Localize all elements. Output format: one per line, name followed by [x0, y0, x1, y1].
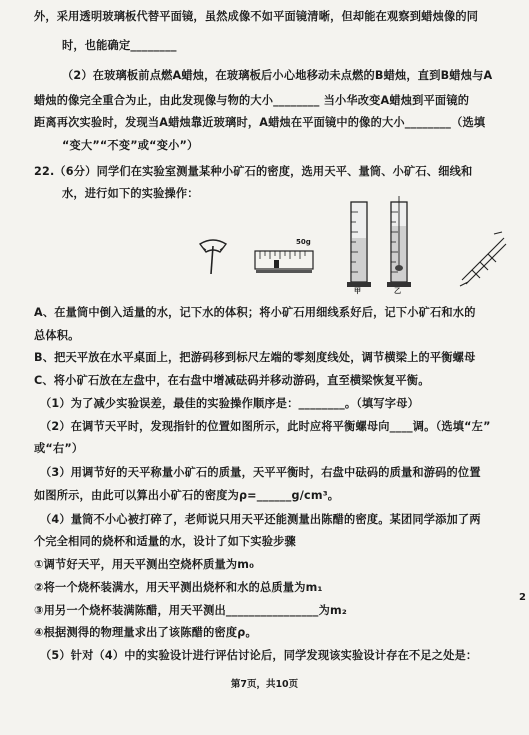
scale-weight: 50g: [296, 238, 311, 246]
step-1: ①调节好天平，用天平测出空烧杯质量为m₀: [34, 558, 255, 571]
balance-beam-sketch: [458, 230, 508, 290]
graduated-cylinder-1: [346, 200, 372, 290]
text-line: 个完全相同的烧杯和适量的水，设计了如下实验步骤: [34, 535, 296, 548]
experiment-figures: [196, 190, 506, 300]
step-c: C、将小矿石放在左盘中，在右盘中增减砝码并移动游码，直至横梁恢复平衡。: [34, 374, 430, 387]
cylinder-2-label: 乙: [394, 287, 401, 295]
page-number: 第7页，共10页: [230, 679, 299, 690]
text-line: 距离再次实验时，发现当A蜡烛靠近玻璃时，A蜡烛在平面镜中的像的大小________（选填: [34, 116, 486, 129]
graduated-cylinder-2: [386, 196, 412, 290]
balance-pointer-figure: [198, 238, 228, 278]
step-4: ④根据测得的物理量求出了该陈醋的密度ρ。: [34, 626, 257, 639]
text-line: 总体积。: [34, 329, 80, 342]
sub-question-5: （5）针对（4）中的实验设计进行评估讨论后，同学发现该实验设计存在不足之处是：: [40, 649, 478, 662]
text-line: 如图所示，由此可以算出小矿石的密度为ρ=______g/cm³。: [34, 489, 340, 502]
step-a: A、在量筒中倒入适量的水，记下水的体积；将小矿石用细线系好后，记下小矿石和水的: [34, 306, 476, 319]
step-2: ②将一个烧杯装满水，用天平测出烧杯和水的总质量为m₁: [34, 581, 323, 594]
text-line: 外，采用透明玻璃板代替平面镜，虽然成像不如平面镜清晰，但却能在观察到蜡烛像的同: [34, 10, 479, 23]
sub-question-1: （1）为了减少实验误差，最佳的实验操作顺序是：________。（填写字母）: [40, 397, 419, 410]
step-b: B、把天平放在水平桌面上，把游码移到标尺左端的零刻度线处，调节横梁上的平衡螺母: [34, 351, 476, 364]
question-22: 22.（6分）同学们在实验室测量某种小矿石的密度，选用天平、量筒、小矿石、细线和: [34, 165, 473, 178]
step-3: ③用另一个烧杯装满陈醋，用天平测出________________为m₂: [34, 604, 347, 617]
sub-question-3: （3）用调节好的天平称量小矿石的质量，天平平衡时，右盘中砝码的质量和游码的位置: [40, 466, 481, 479]
text-line: 时，也能确定________: [62, 39, 177, 52]
text-line: “变大”“不变”或“变小”）: [62, 139, 199, 152]
text-line: 水，进行如下的实验操作：: [62, 187, 199, 200]
text-line: （2）在玻璃板前点燃A蜡烛，在玻璃板后小心地移动未点燃的B蜡烛，直到B蜡烛与A: [62, 69, 493, 82]
cylinder-1-label: 甲: [354, 287, 361, 295]
balance-ruler-figure: [254, 248, 314, 274]
sub-question-2: （2）在调节天平时，发现指针的位置如图所示，此时应将平衡螺母向____调。（选填“左”: [40, 420, 491, 433]
edge-mark: 2: [519, 592, 526, 603]
sub-question-4: （4）量筒不小心被打碎了，老师说只用天平还能测量出陈醋的密度。某团同学添加了两: [40, 513, 481, 526]
text-line: 或“右”）: [34, 442, 84, 455]
text-line: 蜡烛的像完全重合为止，由此发现像与物的大小________ 当小华改变A蜡烛到平面镜的: [34, 94, 470, 107]
